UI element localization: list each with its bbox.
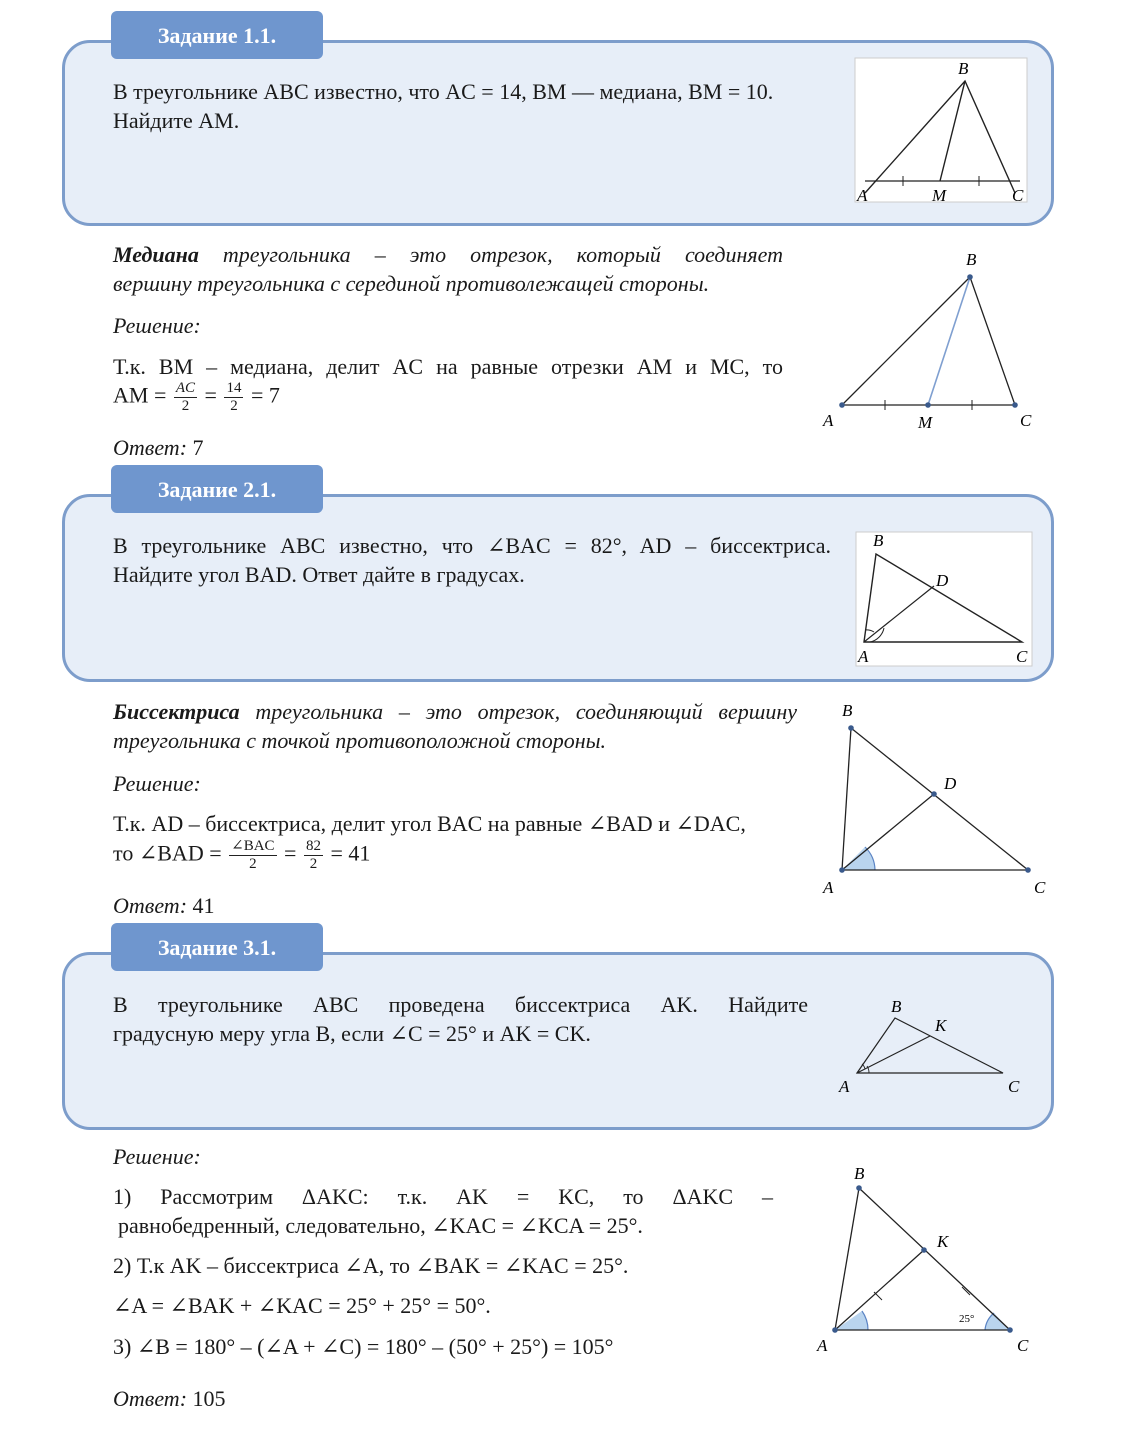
task-2-problem-line-2: Найдите угол BAD. Ответ дайте в градусах.: [113, 562, 525, 587]
fig1-label-c: C: [1012, 186, 1024, 205]
task-1-definition-line-1: [113, 240, 783, 269]
fig3s-label-a: A: [817, 1336, 828, 1355]
eq1-fraction-2: $\frac{14}{2}$: [226, 380, 242, 414]
task-3-step-1b: равнобедренный, следовательно, ∠KAC = ∠KCA = 25°.: [118, 1213, 643, 1238]
task-1-definition-text-1: треугольника – это отрезок, который соединяет: [222, 242, 784, 267]
eq2-fraction-2: $\frac{82}{2}$: [305, 838, 321, 872]
eq2-lhs: то ∠BAD =: [113, 840, 222, 866]
task-2-tab: Задание 2.1.: [111, 465, 323, 513]
eq2-result: = 41: [330, 840, 371, 866]
task-3-step-3: 3) ∠B = 180° – (∠A + ∠C) = 180° – (50° + 25°) = 105°: [113, 1334, 614, 1359]
task-3-solution-label: Решение:: [113, 1144, 201, 1169]
eq1-result: = 7: [250, 382, 280, 408]
eq2-fraction-1: $\frac{\text{∠BAC}}{2}$: [231, 838, 275, 872]
task-1-answer-value: 7: [192, 435, 204, 460]
task-2-solution-equation: [113, 838, 370, 873]
fig3-label-a: A: [839, 1077, 850, 1096]
fig3-label-k: K: [935, 1016, 947, 1035]
fig2-label-a: A: [858, 647, 869, 666]
fig2s-label-c: C: [1034, 878, 1046, 897]
task-3-step-1a: 1) Рассмотрим ΔAKC: т.к. AK = KC, то ΔAKC –: [113, 1184, 773, 1209]
task-3-problem-line-2: градусную меру угла B, если ∠C = 25° и AK = CK.: [113, 1021, 591, 1046]
fig2s-label-d: D: [944, 774, 957, 793]
fig2-label-c: C: [1016, 647, 1028, 666]
task-2-definition-term: Биссектриса: [113, 699, 240, 724]
task-1-problem-line-2: Найдите AM.: [113, 108, 240, 133]
task-2-definition-line-1: [113, 697, 797, 726]
fig1-label-a: A: [857, 186, 868, 205]
fig1s-label-m: M: [918, 413, 933, 432]
fig1-label-b: B: [958, 59, 969, 78]
fig3s-label-angle: 25°: [959, 1313, 975, 1325]
eq2-equals: =: [284, 840, 297, 866]
task-1-definition-line-2: вершину треугольника с серединой противолежащей стороны.: [113, 271, 710, 296]
task-2-answer: [113, 891, 215, 920]
task-3-answer-value: 105: [192, 1386, 226, 1411]
task-3-tab: Задание 3.1.: [111, 923, 323, 971]
task-2-solution-label: Решение:: [113, 771, 201, 796]
task-3-answer: [113, 1384, 226, 1413]
fig1-label-m: M: [932, 186, 947, 205]
task-1-problem-line-1: В треугольнике ABC известно, что AC = 14, BM — медиана, BM = 10.: [113, 79, 774, 104]
task-1-solution-equation: [113, 380, 280, 415]
fig3-label-c: C: [1008, 1077, 1020, 1096]
task-1-tab: Задание 1.1.: [111, 11, 323, 59]
task-2-solution-line-1: Т.к. AD – биссектриса, делит угол BAC на равные ∠BAD и ∠DAC,: [113, 811, 746, 836]
task-1-answer-label: Ответ:: [113, 435, 188, 460]
fig3s-label-b: B: [854, 1164, 865, 1183]
eq1-lhs: AM =: [113, 382, 167, 408]
task-2-problem-figure: [856, 532, 1034, 668]
task-3-problem-line-1: В треугольнике ABC проведена биссектриса AK. Найдите: [113, 992, 808, 1017]
task-2-definition-text-1: треугольника – это отрезок, соединяющий вершину: [255, 699, 797, 724]
task-2-definition-line-2: треугольника с точкой противоположной стороны.: [113, 728, 607, 753]
eq1-fraction-1: $\frac{AC}{2}$: [175, 380, 196, 414]
fig2-label-d: D: [936, 571, 949, 590]
task-1-definition-term: Медиана: [113, 242, 199, 267]
fig3s-label-c: C: [1017, 1336, 1029, 1355]
task-1-solution-label: Решение:: [113, 313, 201, 338]
task-3-solution-figure: [810, 1160, 1045, 1360]
task-2-answer-value: 41: [192, 893, 215, 918]
fig2s-label-a: A: [823, 878, 834, 897]
task-1-problem-figure: [855, 58, 1030, 206]
fig2s-label-b: B: [842, 701, 853, 720]
task-1-answer: [113, 433, 204, 462]
task-2-problem-line-1: В треугольнике ABC известно, что ∠BAC = 82°, AD – биссектриса.: [113, 533, 831, 558]
fig1s-label-b: B: [966, 250, 977, 269]
task-3-step-2b: ∠A = ∠BAK + ∠KAC = 25° + 25° = 50°.: [113, 1293, 491, 1318]
task-2-answer-label: Ответ:: [113, 893, 188, 918]
eq1-equals: =: [204, 382, 217, 408]
task-1-solution-figure: [820, 250, 1050, 430]
task-1-solution-line-1: Т.к. BM – медиана, делит AC на равные отрезки AM и MC, то: [113, 354, 783, 379]
task-3-step-2: 2) Т.к AK – биссектриса ∠A, то ∠BAK = ∠KAC = 25°.: [113, 1253, 629, 1278]
fig1s-label-a: A: [823, 411, 834, 430]
task-3-problem-figure: [835, 993, 1030, 1098]
fig2-label-b: B: [873, 531, 884, 550]
task-2-solution-figure: [820, 700, 1050, 900]
task-3-answer-label: Ответ:: [113, 1386, 188, 1411]
fig3s-label-k: K: [937, 1232, 949, 1251]
fig1s-label-c: C: [1020, 411, 1032, 430]
fig3-label-b: B: [891, 997, 902, 1016]
